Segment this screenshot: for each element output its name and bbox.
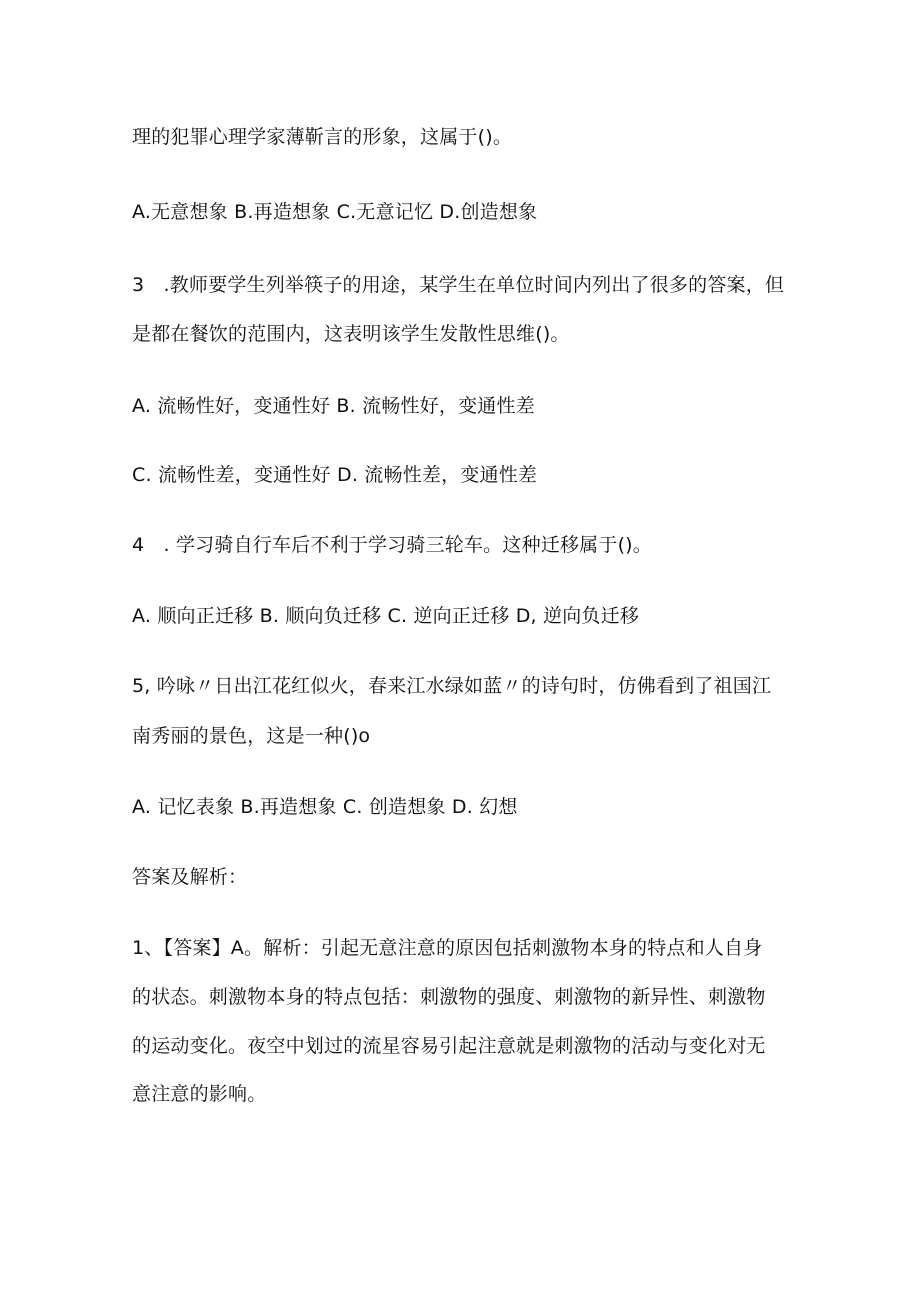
answer-1-line-4: 意注意的影响。 — [132, 1083, 267, 1105]
question-3-options-cd: C. 流畅性差，变通性好 D. 流畅性差，变通性差 — [132, 464, 538, 486]
question-2-stem-end: 理的犯罪心理学家薄靳言的形象，这属于()。 — [132, 126, 513, 148]
answers-heading: 答案及解析： — [132, 866, 248, 888]
question-4-stem: 4 . 学习骑自行车后不利于学习骑三轮车。这种迁移属于()。 — [132, 534, 652, 556]
question-2-options: A.无意想象 B.再造想象 C.无意记忆 D.创造想象 — [132, 201, 538, 223]
question-3-options-ab: A. 流畅性好，变通性好 B. 流畅性好，变通性差 — [132, 395, 535, 417]
question-3-stem-line-2: 是都在餐饮的范围内，这表明该学生发散性思维()。 — [132, 323, 570, 345]
question-5-stem-line-2: 南秀丽的景色，这是一种()o — [132, 725, 371, 747]
question-5-stem-line-1: 5, 吟咏〃日出江花红似火，春来江水绿如蓝〃的诗句时，仿佛看到了祖国江 — [132, 675, 772, 697]
answer-1-line-1: 1、【答案】A。解析：引起无意注意的原因包括刺激物本身的特点和人自身 — [132, 937, 763, 959]
question-3-stem-line-1: 3 .教师要学生列举筷子的用途，某学生在单位时间内列出了很多的答案，但 — [132, 274, 785, 296]
question-5-options: A. 记忆表象 B.再造想象 C. 创造想象 D. 幻想 — [132, 796, 518, 818]
answer-1-line-3: 的运动变化。夜空中划过的流星容易引起注意就是刺激物的活动与变化对无 — [132, 1035, 766, 1057]
question-4-options: A. 顺向正迁移 B. 顺向负迁移 C. 逆向正迁移 D, 逆向负迁移 — [132, 605, 640, 627]
answer-1-line-2: 的状态。刺激物本身的特点包括：刺激物的强度、刺激物的新异性、刺激物 — [132, 986, 766, 1008]
